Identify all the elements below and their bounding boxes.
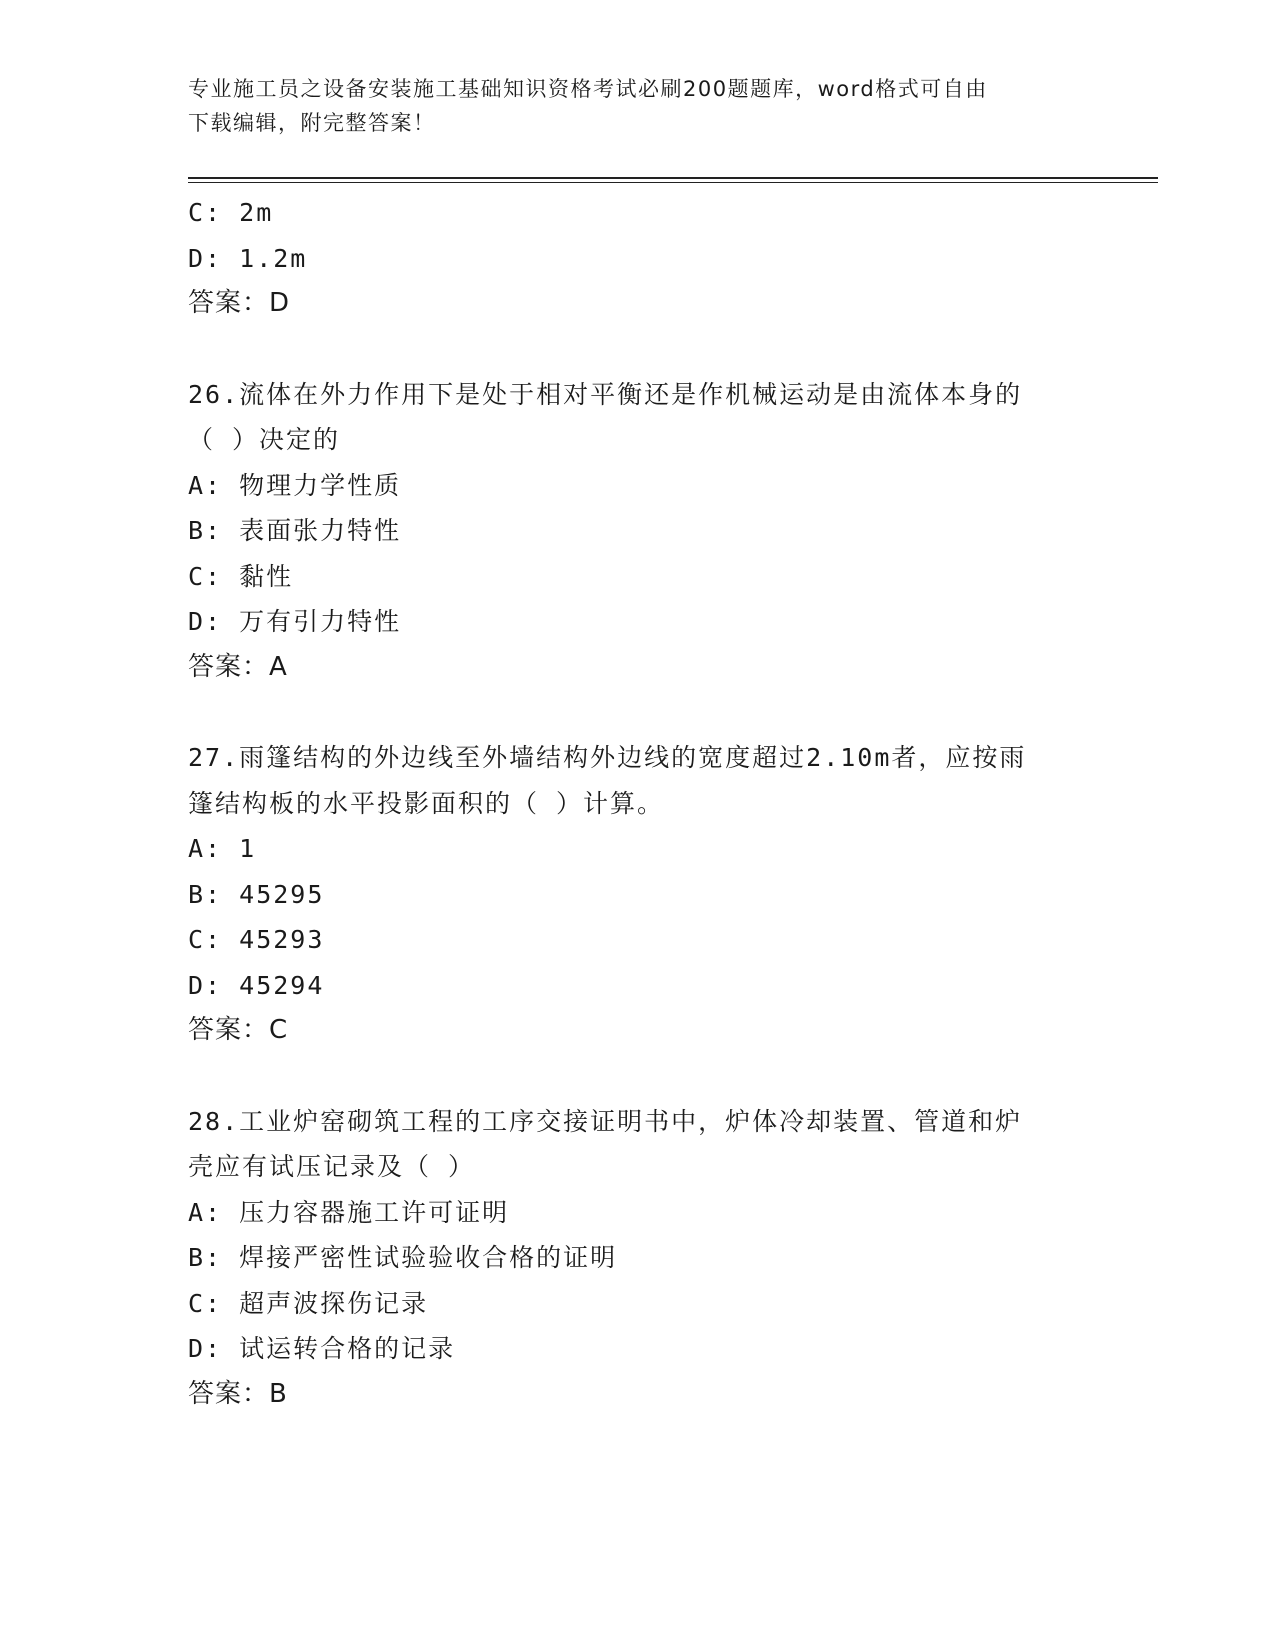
option-c: C: 黏性: [188, 561, 294, 591]
answer-line: 答案：D: [188, 288, 291, 318]
option-c: C: 2m: [188, 198, 274, 227]
header-divider-thick: [188, 177, 1158, 179]
question-stem: 28.工业炉窑砌筑工程的工序交接证明书中，炉体冷却装置、管道和炉: [188, 1106, 1023, 1136]
option-a: A: 1: [188, 834, 257, 863]
question-stem-cont: 篷结构板的水平投影面积的（ ）计算。: [188, 788, 665, 818]
header-title-line-2: 下载编辑，附完整答案！: [188, 111, 436, 135]
option-c: C: 45293: [188, 925, 325, 954]
question-stem: 27.雨篷结构的外边线至外墙结构外边线的宽度超过2.10m者，应按雨: [188, 743, 1027, 772]
option-d: D: 1.2m: [188, 243, 308, 273]
previous-question-tail: [188, 190, 1088, 327]
question-stem-cont: （ ）决定的: [188, 425, 341, 454]
question-26: [188, 372, 1088, 691]
question-stem-cont: 壳应有试压记录及（ ）: [188, 1152, 476, 1181]
option-d: D: 万有引力特性: [188, 607, 402, 636]
answer-line: 答案：C: [188, 1015, 289, 1045]
option-b: B: 45295: [188, 879, 325, 909]
question-27: [188, 735, 1088, 1054]
header-divider-thin: [188, 182, 1158, 183]
header-title-line-1: 专业施工员之设备安装施工基础知识资格考试必刷200题题库，word格式可自由: [188, 77, 988, 101]
option-d: D: 试运转合格的记录: [188, 1334, 456, 1363]
option-b: B: 焊接严密性试验验收合格的证明: [188, 1243, 618, 1272]
option-b: B: 表面张力特性: [188, 516, 402, 545]
option-d: D: 45294: [188, 970, 325, 1000]
answer-line: 答案：A: [188, 651, 288, 682]
option-a: A: 压力容器施工许可证明: [188, 1197, 510, 1227]
question-stem: 26.流体在外力作用下是处于相对平衡还是作机械运动是由流体本身的: [188, 379, 1023, 409]
question-list: [188, 190, 1088, 1417]
question-28: [188, 1099, 1088, 1418]
option-a: A: 物理力学性质: [188, 470, 402, 500]
page-header: [188, 72, 1068, 140]
answer-line: 答案：B: [188, 1378, 288, 1409]
option-c: C: 超声波探伤记录: [188, 1288, 429, 1318]
